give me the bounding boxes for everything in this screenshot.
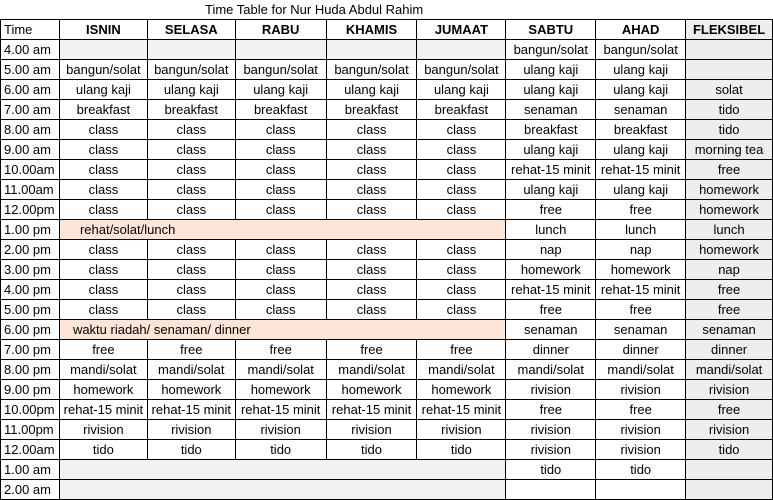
table-row [1,180,773,200]
activity-cell: rivision [235,420,326,440]
table-row [1,200,773,220]
activity-cell: free [596,200,686,220]
activity-cell [326,40,417,60]
activity-cell [686,60,773,80]
time-cell: 4.00 pm [1,280,60,300]
activity-cell: rehat-15 minit [506,160,596,180]
activity-cell: bangun/solat [596,40,686,60]
activity-cell: ulang kaji [147,80,235,100]
time-cell: 12.00am [1,440,60,460]
time-cell: 12.00pm [1,200,60,220]
activity-cell: bangun/solat [235,60,326,80]
activity-cell: rehat-15 minit [596,280,686,300]
activity-cell: class [147,180,235,200]
activity-cell: senaman [506,320,596,340]
table-row [1,300,773,320]
activity-cell: free [596,300,686,320]
table-row [1,380,773,400]
table-row [1,60,773,80]
activity-cell: free [326,340,417,360]
activity-cell: class [417,120,506,140]
activity-cell: dinner [596,340,686,360]
time-cell: 10.00pm [1,400,60,420]
table-row [1,40,773,60]
activity-cell: ulang kaji [506,60,596,80]
activity-cell: homework [326,380,417,400]
activity-cell: mandi/solat [235,360,326,380]
time-cell: 11.00pm [1,420,60,440]
activity-cell: senaman [506,100,596,120]
time-cell: 10.00am [1,160,60,180]
activity-cell: bangun/solat [59,60,147,80]
activity-cell: ulang kaji [596,80,686,100]
table-row [1,160,773,180]
time-cell: 3.00 pm [1,260,60,280]
table-row [1,120,773,140]
activity-cell: class [235,160,326,180]
activity-cell: class [235,240,326,260]
time-cell: 9.00 pm [1,380,60,400]
activity-cell: breakfast [506,120,596,140]
table-row [1,240,773,260]
activity-cell: class [235,200,326,220]
activity-cell: class [235,300,326,320]
activity-cell [147,40,235,60]
activity-cell: mandi/solat [596,360,686,380]
activity-cell: class [326,260,417,280]
activity-cell: tido [686,440,773,460]
time-cell: 5.00 am [1,60,60,80]
activity-cell: senaman [596,320,686,340]
activity-cell: bangun/solat [417,60,506,80]
activity-cell: rehat-15 minit [506,280,596,300]
activity-cell: class [417,260,506,280]
activity-cell: class [326,160,417,180]
header-row [1,20,773,40]
header-sabtu: SABTU [506,20,596,40]
activity-cell: ulang kaji [596,60,686,80]
activity-cell: homework [147,380,235,400]
activity-cell: class [417,160,506,180]
activity-cell: class [235,180,326,200]
activity-cell: breakfast [235,100,326,120]
activity-cell: tido [326,440,417,460]
activity-cell: class [326,300,417,320]
activity-cell: free [506,300,596,320]
table-row [1,100,773,120]
activity-cell: rivision [506,440,596,460]
activity-cell: class [326,280,417,300]
header-isnin: ISNIN [59,20,147,40]
activity-cell: class [417,300,506,320]
activity-cell: solat [686,80,773,100]
activity-cell [59,40,147,60]
activity-cell: morning tea [686,140,773,160]
activity-cell: mandi/solat [686,360,773,380]
time-cell: 5.00 pm [1,300,60,320]
activity-cell: class [147,200,235,220]
activity-cell: class [417,240,506,260]
activity-cell: class [235,260,326,280]
time-cell: 4.00 am [1,40,60,60]
activity-cell: senaman [596,100,686,120]
table-row [1,400,773,420]
activity-cell: class [59,300,147,320]
activity-cell: class [59,120,147,140]
activity-cell: tido [417,440,506,460]
activity-cell: breakfast [326,100,417,120]
activity-cell: mandi/solat [147,360,235,380]
activity-cell: class [59,280,147,300]
activity-cell [417,40,506,60]
header-rabu: RABU [235,20,326,40]
activity-cell: breakfast [596,120,686,140]
activity-cell: free [686,280,773,300]
timetable-title: Time Table for Nur Huda Abdul Rahim [205,2,424,17]
activity-cell: class [59,180,147,200]
time-cell: 8.00 am [1,120,60,140]
activity-cell: ulang kaji [59,80,147,100]
activity-cell: class [417,140,506,160]
activity-cell: senaman [686,320,773,340]
activity-cell: homework [59,380,147,400]
activity-cell: class [147,240,235,260]
activity-cell: ulang kaji [596,140,686,160]
activity-cell: free [686,400,773,420]
activity-cell: ulang kaji [326,80,417,100]
activity-cell: class [147,280,235,300]
activity-cell: tido [686,100,773,120]
activity-cell: rivision [326,420,417,440]
time-cell: 8.00 pm [1,360,60,380]
activity-cell: breakfast [59,100,147,120]
activity-cell: rehat-15 minit [59,400,147,420]
activity-cell [235,40,326,60]
empty-merged-cell [59,460,505,480]
table-row [1,420,773,440]
table-row [1,80,773,100]
activity-cell: class [59,140,147,160]
time-cell: 7.00 am [1,100,60,120]
activity-cell: nap [596,240,686,260]
activity-cell [506,480,596,500]
empty-merged-cell [59,480,505,500]
activity-cell: class [147,140,235,160]
activity-cell: free [417,340,506,360]
activity-cell: rivision [417,420,506,440]
activity-cell: rivision [59,420,147,440]
page-title [0,0,773,19]
table-row [1,260,773,280]
activity-cell: tido [596,460,686,480]
header-ahad: AHAD [596,20,686,40]
time-cell: 2.00 am [1,480,60,500]
timetable [0,19,773,500]
activity-cell: class [326,140,417,160]
activity-cell: tido [147,440,235,460]
time-cell: 11.00am [1,180,60,200]
activity-cell: mandi/solat [417,360,506,380]
activity-cell: bangun/solat [147,60,235,80]
activity-cell: class [326,180,417,200]
activity-cell: rivision [596,420,686,440]
activity-cell: class [147,260,235,280]
activity-cell: ulang kaji [235,80,326,100]
activity-cell: free [235,340,326,360]
activity-cell: class [59,160,147,180]
activity-cell: class [417,200,506,220]
time-cell: 2.00 pm [1,240,60,260]
header-fleksibel: FLEKSIBEL [686,20,773,40]
activity-cell: class [326,200,417,220]
table-row [1,440,773,460]
activity-cell: rivision [147,420,235,440]
activity-cell: rehat-15 minit [596,160,686,180]
activity-cell: homework [686,240,773,260]
merged-activity-cell: rehat/solat/lunch [59,220,505,240]
activity-cell: nap [686,260,773,280]
activity-cell: dinner [506,340,596,360]
activity-cell: rivision [506,420,596,440]
activity-cell: homework [596,260,686,280]
activity-cell: class [417,280,506,300]
activity-cell: breakfast [417,100,506,120]
activity-cell: ulang kaji [596,180,686,200]
table-row [1,460,773,480]
activity-cell: homework [417,380,506,400]
header-khamis: KHAMIS [326,20,417,40]
activity-cell: free [147,340,235,360]
time-cell: 6.00 pm [1,320,60,340]
activity-cell: ulang kaji [417,80,506,100]
activity-cell: free [596,400,686,420]
activity-cell: rehat-15 minit [235,400,326,420]
activity-cell: class [147,120,235,140]
activity-cell: bangun/solat [506,40,596,60]
table-row [1,280,773,300]
activity-cell: rehat-15 minit [147,400,235,420]
activity-cell: class [59,240,147,260]
activity-cell: tido [235,440,326,460]
activity-cell: free [59,340,147,360]
activity-cell: homework [686,180,773,200]
activity-cell: class [235,280,326,300]
activity-cell: tido [506,460,596,480]
activity-cell: rivision [596,440,686,460]
activity-cell: mandi/solat [59,360,147,380]
activity-cell: ulang kaji [506,180,596,200]
table-row [1,360,773,380]
activity-cell: lunch [596,220,686,240]
activity-cell: class [417,180,506,200]
merged-activity-cell: waktu riadah/ senaman/ dinner [59,320,505,340]
activity-cell: lunch [686,220,773,240]
activity-cell: free [686,300,773,320]
activity-cell: rehat-15 minit [326,400,417,420]
activity-cell: class [235,140,326,160]
activity-cell: rehat-15 minit [417,400,506,420]
activity-cell: mandi/solat [506,360,596,380]
activity-cell: free [506,400,596,420]
activity-cell: class [326,120,417,140]
activity-cell: class [147,160,235,180]
time-cell: 1.00 pm [1,220,60,240]
activity-cell: homework [506,260,596,280]
table-row [1,320,773,340]
activity-cell: class [59,260,147,280]
activity-cell: rivision [596,380,686,400]
activity-cell: class [59,200,147,220]
activity-cell: class [147,300,235,320]
time-cell: 1.00 am [1,460,60,480]
activity-cell [686,40,773,60]
table-row [1,140,773,160]
activity-cell: mandi/solat [326,360,417,380]
activity-cell: bangun/solat [326,60,417,80]
activity-cell [686,480,773,500]
activity-cell: lunch [506,220,596,240]
activity-cell: nap [506,240,596,260]
table-row [1,480,773,500]
activity-cell: class [235,120,326,140]
time-cell: 6.00 am [1,80,60,100]
activity-cell: rivision [686,380,773,400]
activity-cell [686,460,773,480]
activity-cell: breakfast [147,100,235,120]
time-cell: 9.00 am [1,140,60,160]
activity-cell: free [686,160,773,180]
activity-cell: class [326,240,417,260]
activity-cell: free [506,200,596,220]
header-jumaat: JUMAAT [417,20,506,40]
header-selasa: SELASA [147,20,235,40]
activity-cell [596,480,686,500]
activity-cell: ulang kaji [506,140,596,160]
activity-cell: homework [686,200,773,220]
activity-cell: dinner [686,340,773,360]
activity-cell: rivision [686,420,773,440]
table-row [1,340,773,360]
time-cell: 7.00 pm [1,340,60,360]
activity-cell: rivision [506,380,596,400]
activity-cell: tido [59,440,147,460]
header-time: Time [1,20,60,40]
activity-cell: ulang kaji [506,80,596,100]
activity-cell: tido [686,120,773,140]
activity-cell: homework [235,380,326,400]
table-row [1,220,773,240]
